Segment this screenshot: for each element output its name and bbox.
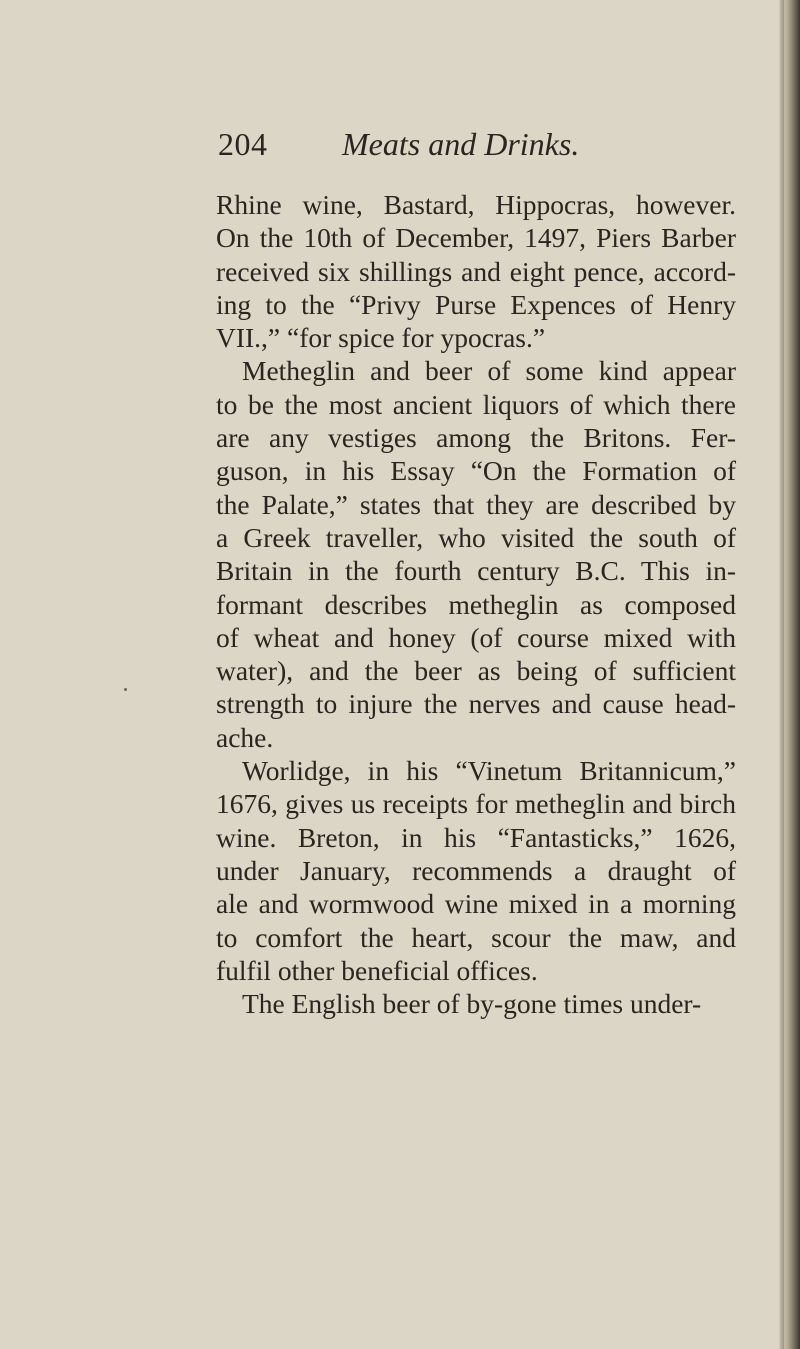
text-line: strength to injure the nerves and cause head- (216, 688, 736, 720)
text-line: fulfil other beneficial offices. (216, 954, 538, 986)
text-line: guson, in his Essay “On the Formation of (216, 455, 736, 487)
text-line: Metheglin and beer of some kind appear (242, 355, 736, 387)
text-line: Britain in the fourth century B.C. This in- (216, 555, 736, 587)
page-header (218, 120, 618, 170)
text-line: the Palate,” states that they are described by (216, 488, 736, 520)
text-line: under January, recommends a draught of (216, 854, 736, 886)
text-line: of wheat and honey (of course mixed with (216, 621, 736, 653)
text-line: The English beer of by-gone times under- (242, 988, 702, 1020)
text-line: VII.,” “for spice for ypocras.” (216, 322, 546, 354)
text-line: to comfort the heart, scour the maw, and (216, 921, 736, 953)
text-line: On the 10th of December, 1497, Piers Barber (216, 222, 736, 254)
text-line: formant describes metheglin as composed (216, 588, 736, 620)
page-edge-shadow (778, 0, 784, 1349)
margin-speck (124, 688, 127, 691)
text-line: water), and the beer as being of sufficient (216, 655, 736, 687)
text-line: ing to the “Privy Purse Expences of Henry (216, 288, 736, 320)
page-number: 204 (218, 126, 268, 162)
text-line: are any vestiges among the Britons. Fer- (216, 422, 736, 454)
text-line: 1676, gives us receipts for metheglin and birch (216, 788, 736, 820)
text-line: received six shillings and eight pence, accord- (216, 255, 736, 287)
text-line: ache. (216, 721, 274, 753)
body-text (216, 188, 736, 1020)
text-line: to be the most ancient liquors of which there (216, 388, 736, 420)
text-line: Rhine wine, Bastard, Hippocras, however. (216, 189, 736, 220)
text-line: ale and wormwood wine mixed in a morning (216, 888, 736, 920)
running-head: Meats and Drinks. (342, 126, 580, 162)
text-line: wine. Breton, in his “Fantasticks,” 1626, (216, 821, 736, 853)
text-line: a Greek traveller, who visited the south of (216, 521, 736, 553)
text-line: Worlidge, in his “Vinetum Britannicum,” (242, 755, 736, 787)
